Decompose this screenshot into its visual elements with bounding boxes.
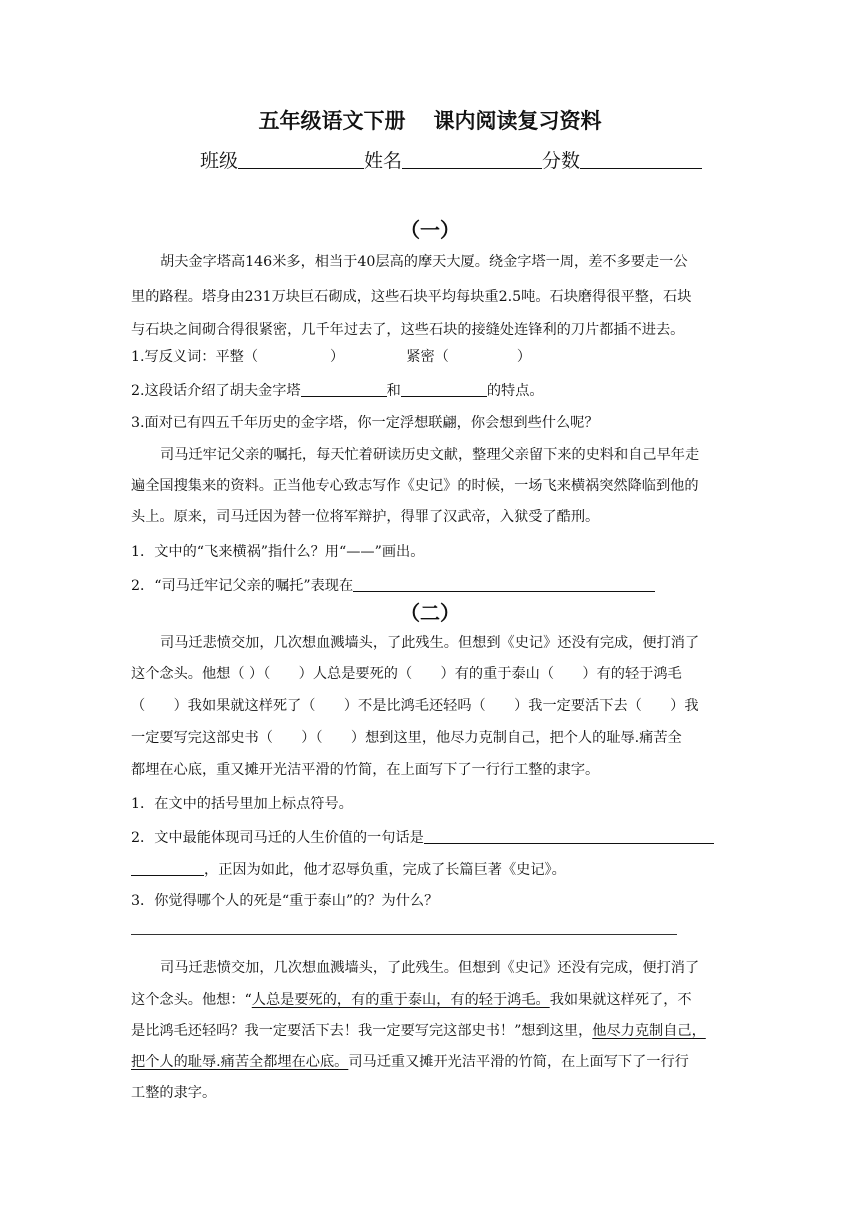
- passage-2-line: 头上。原来，司马迁因为替一位将军辩护，得罪了汉武帝，入狱受了酷刑。: [131, 509, 600, 525]
- passage-3-line: （ ）我如果就这样死了（ ）不是比鸿毛还轻吗（ ）我一定要活下去（ ）我: [131, 698, 699, 714]
- passage-2-line: 遍全国搜集来的资料。正当他专心致志写作《史记》的时候，一场飞来横祸突然降临到他的: [131, 478, 699, 494]
- passage-1-line: 与石块之间砌合得很紧密，几千年过去了，这些石块的接缝处连锋利的刀片都插不进去。: [131, 322, 685, 338]
- score-label: 分数: [542, 150, 581, 172]
- passage-3-line: 都埋在心底，重又摊开光洁平滑的竹简，在上面写下了一行行工整的隶字。: [131, 762, 600, 778]
- fathers-wish-blank[interactable]: [353, 575, 655, 592]
- question-punctuation: 1．在文中的括号里加上标点符号。: [131, 796, 353, 812]
- passage-2-line: 司马迁牢记父亲的嘱托，每天忙着研读历史文献，整理父亲留下来的史料和自己早年走: [160, 447, 700, 463]
- name-label: 姓名: [364, 150, 403, 172]
- answer-passage-line: [131, 990, 692, 1010]
- answer-text: 这个念头。他想：“: [131, 992, 252, 1008]
- student-info-line: [200, 146, 702, 173]
- passage-1-line: 里的路程。塔身由231万块巨石砌成，这些石块平均每块重2.5吨。石块磨得很平整，石块: [131, 289, 692, 305]
- question-fathers-wish: [131, 575, 655, 595]
- answer-passage-line: [131, 1021, 706, 1041]
- life-value-blank-2[interactable]: [131, 859, 204, 876]
- antonym-bracket-1: ）: [330, 349, 345, 365]
- life-value-prompt: 2．文中最能体现司马迁的人生价值的一句话是: [131, 830, 424, 846]
- answer-rule[interactable]: [131, 934, 677, 935]
- title-part-grade: 五年级语文下册: [258, 108, 406, 133]
- answer-passage-line: [131, 1052, 689, 1072]
- title-part-topic: 课内阅读复习资料: [433, 108, 602, 133]
- underlined-answer: 人总是要死的，有的重于泰山，有的轻于鸿毛。: [251, 992, 550, 1008]
- class-field[interactable]: [238, 148, 364, 169]
- answer-text: 司马迁重又摊开光洁平滑的竹简，在上面写下了一行行: [348, 1054, 689, 1070]
- page-title: [0, 105, 860, 135]
- question-mount-tai: 3．你觉得哪个人的死是“重于泰山”的？为什么？: [131, 893, 439, 909]
- question-life-value: [131, 827, 714, 847]
- underlined-answer: 把个人的耻辱.痛苦全都埋在心底。: [131, 1054, 349, 1070]
- class-label: 班级: [200, 150, 239, 172]
- antonym-bracket-2: ）: [516, 349, 532, 365]
- answer-passage-line: 工整的隶字。: [131, 1085, 217, 1101]
- name-field[interactable]: [402, 148, 542, 169]
- section-1-heading: （一）: [400, 218, 460, 242]
- features-prompt: 2.这段话介绍了胡夫金字塔: [131, 383, 301, 399]
- answer-text: 是比鸿毛还轻吗？我一定要活下去！我一定要写完这部史书！”想到这里，: [131, 1023, 593, 1039]
- question-features: [131, 380, 544, 400]
- answer-text: 我如果就这样死了，不: [549, 992, 692, 1008]
- fathers-wish-prompt: 2．“司马迁牢记父亲的嘱托”表现在: [131, 578, 354, 594]
- features-suffix: 的特点。: [486, 383, 544, 399]
- antonym-prompt-1: 1.写反义词：平整（: [131, 349, 259, 365]
- passage-1-line: 胡夫金字塔高146米多，相当于40层高的摩天大厦。绕金字塔一周，差不多要走一公: [160, 254, 688, 270]
- features-blank-1[interactable]: [301, 380, 387, 397]
- life-value-suffix: ，正因为如此，他才忍辱负重，完成了长篇巨著《史记》。: [204, 862, 566, 878]
- section-2-heading: （二）: [400, 601, 460, 625]
- question-life-value-cont: [131, 859, 566, 879]
- passage-3-line: 一定要写完这部史书（ ）（ ）想到这里，他尽力克制自己，把个人的耻辱.痛苦全: [131, 730, 682, 746]
- question-disaster: 1．文中的“飞来横祸”指什么？用“——”画出。: [131, 544, 425, 560]
- score-field[interactable]: [580, 148, 702, 169]
- passage-3-line: 司马迁悲愤交加，几次想血溅墙头，了此残生。但想到《史记》还没有完成，便打消了: [160, 635, 700, 651]
- features-blank-2[interactable]: [401, 380, 487, 397]
- answer-passage-line: 司马迁悲愤交加，几次想血溅墙头，了此残生。但想到《史记》还没有完成，便打消了: [160, 960, 700, 976]
- features-and: 和: [386, 383, 401, 399]
- life-value-blank-1[interactable]: [424, 827, 714, 844]
- passage-3-line: 这个念头。他想（ ）（ ）人总是要死的（ ）有的重于泰山（ ）有的轻于鸿毛: [131, 666, 682, 682]
- antonym-prompt-2: 紧密（: [406, 349, 449, 365]
- underlined-answer: 他尽力克制自己，: [592, 1023, 706, 1039]
- question-antonyms: [131, 347, 531, 367]
- question-imagination: 3.面对已有四五千年历史的金字塔，你一定浮想联翩，你会想到些什么呢？: [131, 415, 599, 431]
